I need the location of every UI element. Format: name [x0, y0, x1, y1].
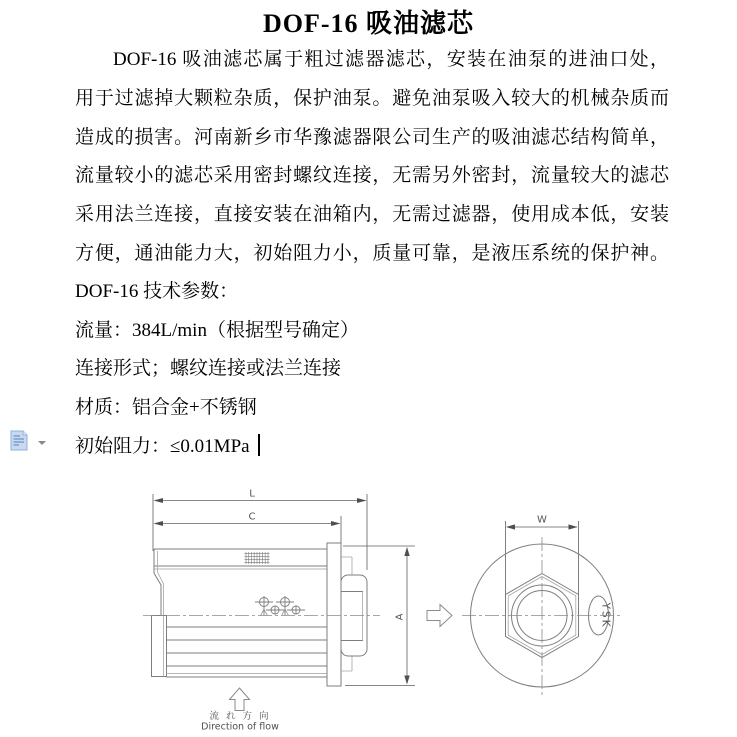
spec-line-resistance — [75, 434, 260, 460]
brand-mark: YSK — [599, 602, 612, 629]
dimension-labels — [249, 489, 548, 621]
flow-direction-arrow-icon — [230, 688, 250, 711]
dim-label-c: C — [248, 511, 256, 523]
body-line: 流量较小的滤芯采用密封螺纹连接，无需另外密封，流量较大的滤芯 — [75, 165, 669, 186]
spec-line-material: 材质：铝合金+不锈钢 — [75, 397, 257, 418]
chevron-down-icon — [38, 441, 46, 445]
body-line: 用于过滤掉大颗粒杂质，保护油泵。避免油泵吸入较大的机械杂质而 — [75, 88, 669, 109]
spec-line-flow: 流量：384L/min（根据型号确定） — [75, 320, 359, 341]
technical-drawing — [0, 470, 737, 737]
dim-label-w: W — [537, 514, 547, 526]
body-line: 采用法兰连接，直接安装在油箱内，无需过滤器，使用成本低，安装 — [75, 204, 669, 225]
spec-line-resistance-text: 初始阻力：≤0.01MPa — [75, 436, 250, 457]
body-line: 造成的损害。河南新乡市华豫滤器限公司生产的吸油滤芯结构简单， — [75, 127, 669, 148]
page-title: DOF-16 吸油滤芯 — [262, 9, 475, 38]
spec-line-connection: 连接形式；螺纹连接或法兰连接 — [75, 358, 342, 379]
view-direction-arrow-icon — [427, 605, 452, 627]
weld-symbols — [255, 596, 305, 616]
spec-line-heading: DOF-16 技术参数： — [75, 281, 239, 302]
flow-direction-label-en: Direction of flow — [201, 721, 279, 733]
flow-direction-label-ja: 流 れ 方 向 — [209, 711, 271, 722]
paste-options-icon — [10, 430, 28, 451]
paste-options-button[interactable] — [10, 430, 46, 456]
centerlines — [143, 537, 623, 695]
filter-side-view — [152, 543, 368, 686]
body-line: 方便，通油能力大，初始阻力小，质量可靠，是液压系统的保护神。 — [75, 243, 669, 264]
dimension-arrowheads — [154, 498, 578, 685]
body-line: DOF-16 吸油滤芯属于粗过滤器滤芯，安装在油泵的进油口处， — [113, 49, 669, 70]
mesh-hatch-symbol — [245, 552, 270, 564]
text-cursor — [258, 434, 260, 456]
dim-label-l: L — [249, 488, 255, 500]
dim-label-a: A — [394, 613, 406, 621]
